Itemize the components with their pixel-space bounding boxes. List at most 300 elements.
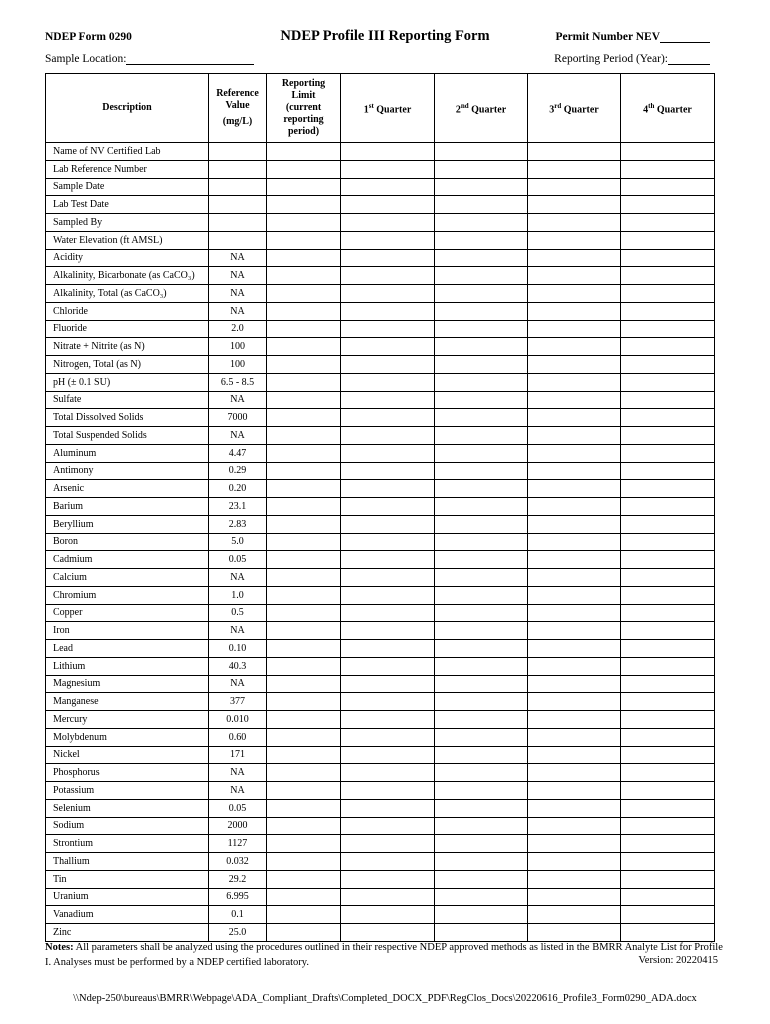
reporting-period-field xyxy=(554,53,710,65)
quarter-4-cell[interactable] xyxy=(621,462,715,480)
row-description: Molybdenum xyxy=(46,728,209,746)
quarter-2-cell[interactable] xyxy=(435,888,528,906)
reference-value-cell: 23.1 xyxy=(209,498,267,516)
reference-value-cell: 2.0 xyxy=(209,320,267,338)
quarter-4-cell[interactable] xyxy=(621,480,715,498)
permit-number-blank[interactable] xyxy=(660,31,710,43)
quarter-3-cell[interactable] xyxy=(528,285,621,303)
quarter-4-cell[interactable] xyxy=(621,604,715,622)
reporting-limit-cell[interactable] xyxy=(267,853,341,871)
quarter-2-cell[interactable] xyxy=(435,249,528,267)
quarter-3-cell[interactable] xyxy=(528,427,621,445)
quarter-2-cell[interactable] xyxy=(435,427,528,445)
quarter-2-cell[interactable] xyxy=(435,835,528,853)
quarter-num: 4 xyxy=(643,104,649,116)
quarter-1-cell[interactable] xyxy=(341,551,435,569)
quarter-2-cell[interactable] xyxy=(435,764,528,782)
quarter-1-cell[interactable] xyxy=(341,498,435,516)
quarter-1-cell[interactable] xyxy=(341,924,435,942)
quarter-1-cell[interactable] xyxy=(341,675,435,693)
quarter-2-cell[interactable] xyxy=(435,586,528,604)
reference-value-cell: 1.0 xyxy=(209,586,267,604)
reporting-limit-cell[interactable] xyxy=(267,427,341,445)
quarter-4-cell[interactable] xyxy=(621,267,715,285)
table-row xyxy=(46,569,715,587)
reporting-limit-cell[interactable] xyxy=(267,870,341,888)
quarter-3-cell[interactable] xyxy=(528,338,621,356)
quarter-4-cell[interactable] xyxy=(621,906,715,924)
reference-value-cell: 0.10 xyxy=(209,640,267,658)
reporting-limit-cell[interactable] xyxy=(267,799,341,817)
quarter-4-cell[interactable] xyxy=(621,640,715,658)
quarter-3-cell[interactable] xyxy=(528,249,621,267)
quarter-4-cell[interactable] xyxy=(621,302,715,320)
reporting-limit-cell[interactable] xyxy=(267,924,341,942)
quarter-1-cell[interactable] xyxy=(341,853,435,871)
row-description: Nitrogen, Total (as N) xyxy=(46,356,209,374)
quarter-2-cell[interactable] xyxy=(435,214,528,232)
quarter-1-cell[interactable] xyxy=(341,427,435,445)
quarter-1-cell[interactable] xyxy=(341,178,435,196)
row-description: Selenium xyxy=(46,799,209,817)
quarter-4-cell[interactable] xyxy=(621,515,715,533)
quarter-2-cell[interactable] xyxy=(435,143,528,161)
reference-value-cell: 2000 xyxy=(209,817,267,835)
quarter-4-cell[interactable] xyxy=(621,427,715,445)
quarter-3-cell[interactable] xyxy=(528,409,621,427)
reporting-limit-cell[interactable] xyxy=(267,160,341,178)
reference-value-cell: NA xyxy=(209,285,267,303)
table-row xyxy=(46,409,715,427)
reporting-limit-cell[interactable] xyxy=(267,178,341,196)
quarter-3-cell[interactable] xyxy=(528,799,621,817)
quarter-1-cell[interactable] xyxy=(341,160,435,178)
reporting-limit-cell[interactable] xyxy=(267,586,341,604)
quarter-3-cell[interactable] xyxy=(528,356,621,374)
quarter-3-cell[interactable] xyxy=(528,640,621,658)
quarter-4-cell[interactable] xyxy=(621,675,715,693)
quarter-1-cell[interactable] xyxy=(341,888,435,906)
quarter-3-cell[interactable] xyxy=(528,498,621,516)
quarter-4-cell[interactable] xyxy=(621,498,715,516)
quarter-sup: st xyxy=(368,101,374,110)
quarter-3-cell[interactable] xyxy=(528,888,621,906)
quarter-3-cell[interactable] xyxy=(528,196,621,214)
quarter-2-cell[interactable] xyxy=(435,870,528,888)
quarter-2-cell[interactable] xyxy=(435,711,528,729)
quarter-2-cell[interactable] xyxy=(435,267,528,285)
reporting-limit-cell[interactable] xyxy=(267,569,341,587)
quarter-2-cell[interactable] xyxy=(435,640,528,658)
quarter-4-cell[interactable] xyxy=(621,391,715,409)
table-row xyxy=(46,214,715,232)
quarter-num: 2 xyxy=(455,104,461,116)
quarter-3-cell[interactable] xyxy=(528,728,621,746)
reference-value-cell xyxy=(209,196,267,214)
quarter-4-cell[interactable] xyxy=(621,231,715,249)
quarter-4-cell[interactable] xyxy=(621,569,715,587)
reporting-limit-cell[interactable] xyxy=(267,817,341,835)
quarter-4-cell[interactable] xyxy=(621,143,715,161)
quarter-1-cell[interactable] xyxy=(341,480,435,498)
quarter-3-cell[interactable] xyxy=(528,835,621,853)
row-description: Beryllium xyxy=(46,515,209,533)
reporting-limit-cell[interactable] xyxy=(267,391,341,409)
quarter-1-cell[interactable] xyxy=(341,640,435,658)
reporting-limit-cell[interactable] xyxy=(267,338,341,356)
quarter-4-cell[interactable] xyxy=(621,764,715,782)
quarter-2-cell[interactable] xyxy=(435,462,528,480)
quarter-2-cell[interactable] xyxy=(435,675,528,693)
reporting-limit-cell[interactable] xyxy=(267,551,341,569)
quarter-3-cell[interactable] xyxy=(528,515,621,533)
reporting-limit-cell[interactable] xyxy=(267,693,341,711)
quarter-3-cell[interactable] xyxy=(528,693,621,711)
quarter-1-cell[interactable] xyxy=(341,143,435,161)
quarter-2-cell[interactable] xyxy=(435,160,528,178)
quarter-4-cell[interactable] xyxy=(621,356,715,374)
quarter-3-cell[interactable] xyxy=(528,924,621,942)
quarter-1-cell[interactable] xyxy=(341,870,435,888)
reporting-limit-cell[interactable] xyxy=(267,888,341,906)
row-description: Chloride xyxy=(46,302,209,320)
quarter-4-cell[interactable] xyxy=(621,551,715,569)
quarter-4-cell[interactable] xyxy=(621,799,715,817)
quarter-3-cell[interactable] xyxy=(528,551,621,569)
reference-value-cell: 0.05 xyxy=(209,799,267,817)
row-description: Alkalinity, Total (as CaCO₃) xyxy=(46,285,209,303)
reporting-table xyxy=(45,73,715,942)
row-description: Iron xyxy=(46,622,209,640)
table-row xyxy=(46,196,715,214)
quarter-4-header xyxy=(621,74,715,143)
quarter-1-cell[interactable] xyxy=(341,373,435,391)
quarter-1-cell[interactable] xyxy=(341,462,435,480)
table-row xyxy=(46,143,715,161)
quarter-2-cell[interactable] xyxy=(435,551,528,569)
table-row xyxy=(46,924,715,942)
quarter-4-cell[interactable] xyxy=(621,711,715,729)
quarter-2-cell[interactable] xyxy=(435,906,528,924)
quarter-2-cell[interactable] xyxy=(435,391,528,409)
quarter-1-cell[interactable] xyxy=(341,799,435,817)
reporting-limit-cell[interactable] xyxy=(267,480,341,498)
quarter-1-cell[interactable] xyxy=(341,906,435,924)
quarter-2-cell[interactable] xyxy=(435,604,528,622)
reporting-limit-cell[interactable] xyxy=(267,356,341,374)
quarter-3-cell[interactable] xyxy=(528,586,621,604)
row-description: Mercury xyxy=(46,711,209,729)
quarter-2-cell[interactable] xyxy=(435,444,528,462)
quarter-4-cell[interactable] xyxy=(621,693,715,711)
reporting-limit-cell[interactable] xyxy=(267,285,341,303)
quarter-3-cell[interactable] xyxy=(528,622,621,640)
reporting-limit-cell[interactable] xyxy=(267,604,341,622)
reporting-limit-cell[interactable] xyxy=(267,214,341,232)
quarter-3-cell[interactable] xyxy=(528,604,621,622)
reporting-limit-cell[interactable] xyxy=(267,320,341,338)
row-description: Cadmium xyxy=(46,551,209,569)
quarter-3-cell[interactable] xyxy=(528,657,621,675)
quarter-3-cell[interactable] xyxy=(528,533,621,551)
quarter-2-cell[interactable] xyxy=(435,285,528,303)
reporting-limit-cell[interactable] xyxy=(267,746,341,764)
table-row xyxy=(46,373,715,391)
sample-location-label: Sample Location: xyxy=(45,53,127,65)
reference-value-cell: 0.032 xyxy=(209,853,267,871)
quarter-1-cell[interactable] xyxy=(341,285,435,303)
quarter-4-cell[interactable] xyxy=(621,657,715,675)
quarter-2-cell[interactable] xyxy=(435,728,528,746)
quarter-2-cell[interactable] xyxy=(435,746,528,764)
quarter-3-cell[interactable] xyxy=(528,320,621,338)
quarter-2-cell[interactable] xyxy=(435,178,528,196)
row-description: Total Dissolved Solids xyxy=(46,409,209,427)
reporting-limit-cell[interactable] xyxy=(267,906,341,924)
table-row xyxy=(46,640,715,658)
quarter-4-cell[interactable] xyxy=(621,924,715,942)
permit-number-label: Permit Number NEV xyxy=(555,31,660,43)
quarter-2-cell[interactable] xyxy=(435,657,528,675)
quarter-label: Quarter xyxy=(471,104,507,116)
reporting-limit-cell[interactable] xyxy=(267,373,341,391)
reporting-limit-cell[interactable] xyxy=(267,640,341,658)
quarter-4-cell[interactable] xyxy=(621,622,715,640)
quarter-2-cell[interactable] xyxy=(435,409,528,427)
quarter-1-cell[interactable] xyxy=(341,764,435,782)
quarter-3-cell[interactable] xyxy=(528,569,621,587)
quarter-3-cell[interactable] xyxy=(528,870,621,888)
quarter-1-cell[interactable] xyxy=(341,214,435,232)
quarter-3-cell[interactable] xyxy=(528,782,621,800)
quarter-1-cell[interactable] xyxy=(341,622,435,640)
quarter-3-cell[interactable] xyxy=(528,764,621,782)
quarter-4-cell[interactable] xyxy=(621,817,715,835)
quarter-4-cell[interactable] xyxy=(621,870,715,888)
reference-value-cell: NA xyxy=(209,427,267,445)
table-row xyxy=(46,675,715,693)
quarter-4-cell[interactable] xyxy=(621,214,715,232)
quarter-3-cell[interactable] xyxy=(528,444,621,462)
reference-value-cell: NA xyxy=(209,267,267,285)
table-row xyxy=(46,657,715,675)
table-row xyxy=(46,338,715,356)
quarter-1-cell[interactable] xyxy=(341,693,435,711)
reference-value-cell: 0.60 xyxy=(209,728,267,746)
quarter-3-cell[interactable] xyxy=(528,160,621,178)
quarter-2-cell[interactable] xyxy=(435,338,528,356)
quarter-2-cell[interactable] xyxy=(435,799,528,817)
quarter-2-cell[interactable] xyxy=(435,569,528,587)
row-description: Aluminum xyxy=(46,444,209,462)
reporting-limit-cell[interactable] xyxy=(267,711,341,729)
reporting-limit-cell[interactable] xyxy=(267,231,341,249)
reference-header-line: Value xyxy=(225,100,250,111)
quarter-4-cell[interactable] xyxy=(621,533,715,551)
quarter-4-cell[interactable] xyxy=(621,444,715,462)
quarter-2-cell[interactable] xyxy=(435,196,528,214)
quarter-1-cell[interactable] xyxy=(341,817,435,835)
table-row xyxy=(46,462,715,480)
reporting-limit-cell[interactable] xyxy=(267,835,341,853)
quarter-3-cell[interactable] xyxy=(528,373,621,391)
table-row xyxy=(46,711,715,729)
reporting-limit-cell[interactable] xyxy=(267,533,341,551)
table-row xyxy=(46,888,715,906)
reference-value-cell: 6.5 - 8.5 xyxy=(209,373,267,391)
quarter-2-cell[interactable] xyxy=(435,373,528,391)
quarter-3-header xyxy=(528,74,621,143)
reporting-period-blank[interactable] xyxy=(668,53,710,65)
quarter-4-cell[interactable] xyxy=(621,373,715,391)
quarter-2-cell[interactable] xyxy=(435,498,528,516)
quarter-1-cell[interactable] xyxy=(341,444,435,462)
quarter-3-cell[interactable] xyxy=(528,214,621,232)
table-row xyxy=(46,604,715,622)
table-row xyxy=(46,817,715,835)
quarter-3-cell[interactable] xyxy=(528,462,621,480)
quarter-1-cell[interactable] xyxy=(341,320,435,338)
quarter-4-cell[interactable] xyxy=(621,888,715,906)
quarter-1-cell[interactable] xyxy=(341,586,435,604)
quarter-1-cell[interactable] xyxy=(341,267,435,285)
reference-value-cell: 0.010 xyxy=(209,711,267,729)
reporting-limit-cell[interactable] xyxy=(267,444,341,462)
quarter-4-cell[interactable] xyxy=(621,586,715,604)
quarter-2-cell[interactable] xyxy=(435,853,528,871)
quarter-4-cell[interactable] xyxy=(621,746,715,764)
quarter-3-cell[interactable] xyxy=(528,480,621,498)
reference-value-cell: NA xyxy=(209,622,267,640)
quarter-2-cell[interactable] xyxy=(435,622,528,640)
quarter-1-cell[interactable] xyxy=(341,728,435,746)
quarter-3-cell[interactable] xyxy=(528,231,621,249)
quarter-1-cell[interactable] xyxy=(341,835,435,853)
reporting-limit-cell[interactable] xyxy=(267,622,341,640)
quarter-3-cell[interactable] xyxy=(528,853,621,871)
quarter-4-cell[interactable] xyxy=(621,409,715,427)
quarter-4-cell[interactable] xyxy=(621,320,715,338)
reporting-limit-cell[interactable] xyxy=(267,515,341,533)
reference-value-cell: NA xyxy=(209,302,267,320)
reporting-limit-cell[interactable] xyxy=(267,196,341,214)
quarter-2-cell[interactable] xyxy=(435,231,528,249)
table-row xyxy=(46,444,715,462)
quarter-4-cell[interactable] xyxy=(621,782,715,800)
quarter-3-cell[interactable] xyxy=(528,675,621,693)
table-row xyxy=(46,835,715,853)
quarter-1-cell[interactable] xyxy=(341,231,435,249)
quarter-2-cell[interactable] xyxy=(435,356,528,374)
table-row xyxy=(46,799,715,817)
quarter-1-cell[interactable] xyxy=(341,249,435,267)
quarter-4-cell[interactable] xyxy=(621,338,715,356)
quarter-2-cell[interactable] xyxy=(435,924,528,942)
reporting-limit-cell[interactable] xyxy=(267,764,341,782)
quarter-1-cell[interactable] xyxy=(341,569,435,587)
quarter-2-cell[interactable] xyxy=(435,693,528,711)
table-row xyxy=(46,906,715,924)
quarter-1-cell[interactable] xyxy=(341,657,435,675)
reporting-limit-cell[interactable] xyxy=(267,782,341,800)
quarter-1-cell[interactable] xyxy=(341,515,435,533)
quarter-3-cell[interactable] xyxy=(528,267,621,285)
reporting-limit-cell[interactable] xyxy=(267,657,341,675)
reference-value-cell xyxy=(209,143,267,161)
quarter-num: 1 xyxy=(363,104,369,116)
quarter-1-cell[interactable] xyxy=(341,711,435,729)
quarter-3-cell[interactable] xyxy=(528,391,621,409)
quarter-1-cell[interactable] xyxy=(341,604,435,622)
reporting-limit-cell[interactable] xyxy=(267,302,341,320)
quarter-2-cell[interactable] xyxy=(435,480,528,498)
quarter-4-cell[interactable] xyxy=(621,728,715,746)
quarter-1-cell[interactable] xyxy=(341,302,435,320)
reference-value-cell: 25.0 xyxy=(209,924,267,942)
quarter-4-cell[interactable] xyxy=(621,160,715,178)
quarter-3-cell[interactable] xyxy=(528,711,621,729)
row-description: Phosphorus xyxy=(46,764,209,782)
quarter-1-cell[interactable] xyxy=(341,782,435,800)
quarter-1-cell[interactable] xyxy=(341,196,435,214)
quarter-3-cell[interactable] xyxy=(528,178,621,196)
quarter-1-cell[interactable] xyxy=(341,338,435,356)
row-description: Nitrate + Nitrite (as N) xyxy=(46,338,209,356)
quarter-3-cell[interactable] xyxy=(528,906,621,924)
quarter-2-cell[interactable] xyxy=(435,302,528,320)
quarter-2-cell[interactable] xyxy=(435,515,528,533)
quarter-1-cell[interactable] xyxy=(341,356,435,374)
reference-value-cell: NA xyxy=(209,764,267,782)
table-row xyxy=(46,231,715,249)
quarter-1-cell[interactable] xyxy=(341,746,435,764)
reporting-limit-cell[interactable] xyxy=(267,728,341,746)
row-description: Calcium xyxy=(46,569,209,587)
quarter-3-cell[interactable] xyxy=(528,302,621,320)
reference-value-cell: 4.47 xyxy=(209,444,267,462)
quarter-2-cell[interactable] xyxy=(435,320,528,338)
reporting-limit-cell[interactable] xyxy=(267,675,341,693)
quarter-4-cell[interactable] xyxy=(621,178,715,196)
quarter-4-cell[interactable] xyxy=(621,249,715,267)
reporting-limit-cell[interactable] xyxy=(267,409,341,427)
quarter-3-cell[interactable] xyxy=(528,817,621,835)
quarter-1-cell[interactable] xyxy=(341,409,435,427)
table-row xyxy=(46,498,715,516)
quarter-4-cell[interactable] xyxy=(621,196,715,214)
reporting-limit-cell[interactable] xyxy=(267,267,341,285)
quarter-4-cell[interactable] xyxy=(621,835,715,853)
quarter-3-cell[interactable] xyxy=(528,143,621,161)
table-row xyxy=(46,533,715,551)
reporting-limit-cell[interactable] xyxy=(267,249,341,267)
quarter-1-cell[interactable] xyxy=(341,391,435,409)
reporting-limit-cell[interactable] xyxy=(267,498,341,516)
quarter-2-cell[interactable] xyxy=(435,817,528,835)
reporting-limit-cell[interactable] xyxy=(267,143,341,161)
sample-location-blank[interactable] xyxy=(126,53,254,65)
quarter-2-cell[interactable] xyxy=(435,533,528,551)
quarter-3-cell[interactable] xyxy=(528,746,621,764)
quarter-label: Quarter xyxy=(563,104,599,116)
reporting-limit-cell[interactable] xyxy=(267,462,341,480)
quarter-2-cell[interactable] xyxy=(435,782,528,800)
quarter-4-cell[interactable] xyxy=(621,853,715,871)
quarter-4-cell[interactable] xyxy=(621,285,715,303)
quarter-1-cell[interactable] xyxy=(341,533,435,551)
reference-value-cell xyxy=(209,178,267,196)
quarter-sup: rd xyxy=(554,101,562,110)
